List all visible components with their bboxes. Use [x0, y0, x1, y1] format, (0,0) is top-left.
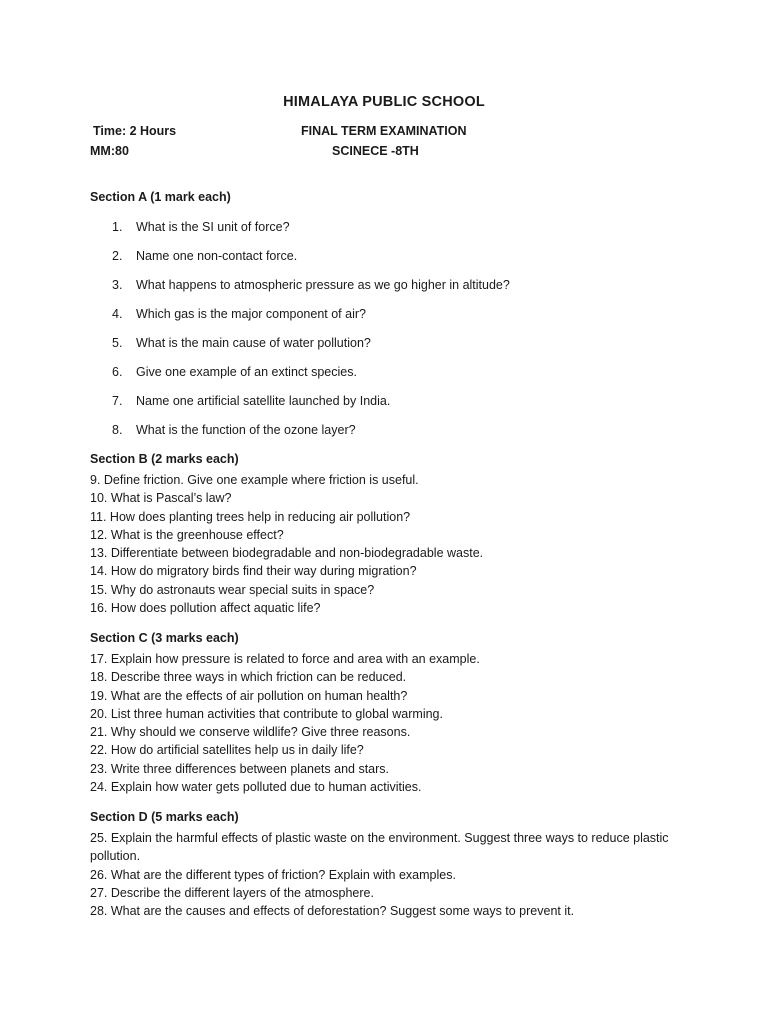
question-text: Which gas is the major component of air? [136, 307, 366, 321]
section-b-questions [90, 471, 690, 617]
question-number: 7. [112, 394, 123, 408]
section-b-question: 14. How do migratory birds find their way during migration? [90, 564, 417, 579]
question-text: What is the main cause of water pollution? [136, 336, 371, 350]
section-d-question: 28. What are the causes and effects of deforestation? Suggest some ways to prevent it. [90, 904, 575, 919]
section-b-heading: Section B (2 marks each) [90, 452, 239, 466]
section-b-question: 16. How does pollution affect aquatic life? [90, 601, 321, 616]
section-a-question [0, 220, 768, 236]
section-c-question: 23. Write three differences between planets and stars. [90, 761, 390, 776]
exam-title: FINAL TERM EXAMINATION [301, 124, 467, 138]
section-a-question [0, 336, 768, 352]
section-c-question: 21. Why should we conserve wildlife? Give three reasons. [90, 725, 411, 740]
section-b-question: 11. How does planting trees help in reducing air pollution? [90, 509, 411, 524]
section-a-question [0, 423, 768, 439]
question-text: Give one example of an extinct species. [136, 365, 357, 379]
section-b-question: 10. What is Pascal’s law? [90, 491, 232, 506]
section-b-question: 9. Define friction. Give one example where friction is useful. [90, 473, 419, 487]
section-d-heading: Section D (5 marks each) [90, 810, 239, 824]
max-marks: MM:80 [90, 144, 129, 158]
section-b-question: 13. Differentiate between biodegradable and non-biodegradable waste. [90, 546, 484, 561]
section-b-question: 15. Why do astronauts wear special suits in space? [90, 582, 375, 597]
question-text: What is the SI unit of force? [136, 220, 290, 234]
section-d-question: 26. What are the different types of friction? Explain with examples. [90, 867, 456, 882]
section-d-question: 25. Explain the harmful effects of plastic waste on the environment. Suggest three ways to reduce plastic pollution. [90, 831, 669, 864]
section-a-question [0, 278, 768, 294]
section-a-question [0, 307, 768, 323]
section-a-question [0, 394, 768, 410]
section-a-question [0, 365, 768, 381]
question-number: 2. [112, 249, 123, 263]
question-text: Name one non-contact force. [136, 249, 298, 263]
question-number: 1. [112, 220, 123, 234]
section-c-questions [90, 650, 690, 796]
exam-duration: Time: 2 Hours [93, 124, 177, 138]
section-c-question: 17. Explain how pressure is related to force and area with an example. [90, 652, 480, 666]
section-a-question [0, 249, 768, 265]
section-c-question: 24. Explain how water gets polluted due to human activities. [90, 780, 422, 795]
school-name: HIMALAYA PUBLIC SCHOOL [283, 94, 485, 110]
exam-subject: SCINECE -8TH [332, 144, 419, 158]
section-d-questions [90, 829, 690, 920]
question-text: What is the function of the ozone layer? [136, 423, 356, 437]
question-text: Name one artificial satellite launched by India. [136, 394, 391, 408]
section-d-question: 27. Describe the different layers of the atmosphere. [90, 885, 374, 900]
question-number: 4. [112, 307, 123, 321]
section-c-heading: Section C (3 marks each) [90, 631, 239, 645]
question-number: 6. [112, 365, 123, 379]
question-text: What happens to atmospheric pressure as we go higher in altitude? [136, 278, 510, 292]
section-c-question: 19. What are the effects of air pollution on human health? [90, 688, 408, 703]
question-number: 8. [112, 423, 123, 437]
section-b-question: 12. What is the greenhouse effect? [90, 527, 284, 542]
question-number: 3. [112, 278, 123, 292]
section-c-question: 22. How do artificial satellites help us in daily life? [90, 743, 364, 758]
question-number: 5. [112, 336, 123, 350]
section-c-question: 18. Describe three ways in which friction can be reduced. [90, 670, 407, 685]
section-c-question: 20. List three human activities that contribute to global warming. [90, 706, 443, 721]
section-a-heading: Section A (1 mark each) [90, 190, 231, 204]
